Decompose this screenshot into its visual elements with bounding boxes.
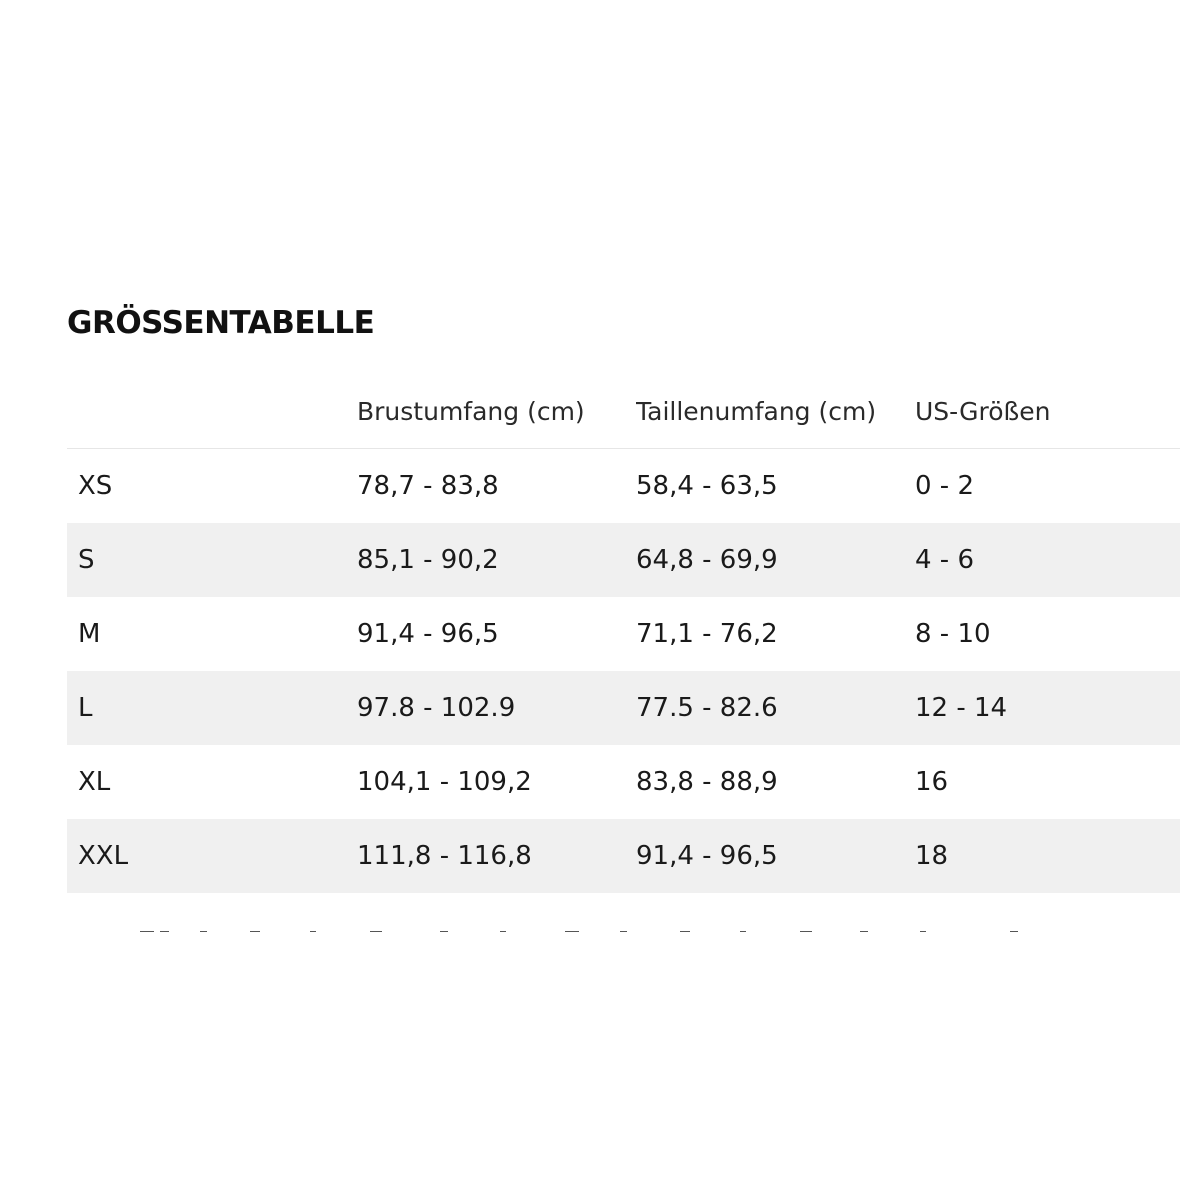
waist-value: 64,8 - 69,9 <box>636 523 915 597</box>
table-body <box>67 449 1180 894</box>
us-size-value: 18 <box>915 819 1180 893</box>
clipped-text-marks <box>140 927 1020 932</box>
us-size-value: 8 - 10 <box>915 619 991 649</box>
waist-value: 58,4 - 63,5 <box>636 471 778 501</box>
header-waist: Taillenumfang (cm) <box>636 374 915 449</box>
table-row <box>67 819 1180 893</box>
us-size-value: 4 - 6 <box>915 523 1180 597</box>
table-row <box>67 671 1180 745</box>
waist-value: 71,1 - 76,2 <box>636 619 778 649</box>
header-row <box>67 374 1180 449</box>
size-label: M <box>78 619 101 649</box>
waist-value: 83,8 - 88,9 <box>636 767 778 797</box>
size-label: S <box>67 523 357 597</box>
table-row <box>67 449 1180 524</box>
chest-value: 97.8 - 102.9 <box>357 671 636 745</box>
table-row <box>67 745 1180 819</box>
header-size <box>67 374 357 449</box>
table-row <box>67 597 1180 671</box>
us-size-value: 0 - 2 <box>915 471 974 501</box>
chest-value: 91,4 - 96,5 <box>357 619 499 649</box>
table-header <box>67 374 1180 449</box>
us-size-value: 12 - 14 <box>915 671 1180 745</box>
size-label: XS <box>78 471 113 501</box>
us-size-value: 16 <box>915 767 949 797</box>
waist-value: 77.5 - 82.6 <box>636 671 915 745</box>
header-chest: Brustumfang (cm) <box>357 374 636 449</box>
waist-value: 91,4 - 96,5 <box>636 819 915 893</box>
header-us-size: US-Größen <box>915 374 1180 449</box>
table-row <box>67 523 1180 597</box>
chest-value: 78,7 - 83,8 <box>357 471 499 501</box>
size-label: L <box>67 671 357 745</box>
page-title: GRÖSSENTABELLE <box>67 305 375 341</box>
clipped-footnote-fragment <box>140 922 1020 932</box>
size-chart-table <box>67 374 1180 893</box>
size-label: XL <box>78 767 111 797</box>
chest-value: 104,1 - 109,2 <box>357 767 532 797</box>
chest-value: 85,1 - 90,2 <box>357 523 636 597</box>
size-label: XXL <box>67 819 357 893</box>
chest-value: 111,8 - 116,8 <box>357 819 636 893</box>
